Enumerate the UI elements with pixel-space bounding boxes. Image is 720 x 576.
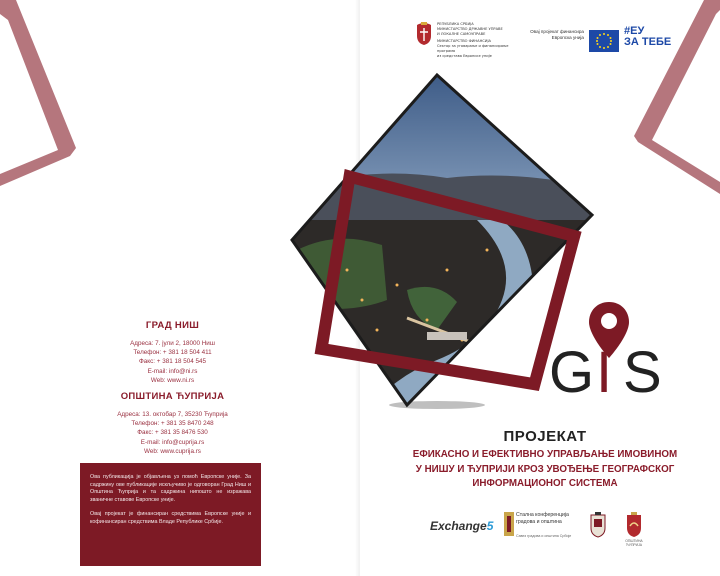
ministry-line: И ЛОКАЛНЕ САМОУПРАВЕ: [437, 31, 486, 36]
project-title: ПРОЈЕКАТ: [503, 428, 587, 445]
disclaimer-text-1: Ова публикација је објављена уз помоћ Европске уније. За садржину ове публикације искључиво је одговоран Град Ниш и Општина Ћуприја и та садржина нипошто не изражава званичне ставове Европске уније.: [90, 474, 251, 503]
skgo-subtitle: Савез градова и општина Србије: [516, 534, 572, 538]
contact-cuprija: [80, 391, 265, 456]
eu-hashtag: [624, 26, 671, 48]
contact-cuprija-web[interactable]: Web: www.cuprija.rs: [144, 447, 201, 455]
ministry-block: [437, 22, 525, 59]
subtitle-line: У НИШУ И ЋУПРИЈИ КРОЗ УВОЂЕЊЕ ГЕОГРАФСКОГ: [415, 463, 675, 475]
exchange-number: 5: [486, 519, 494, 533]
project-subtitle: [370, 448, 720, 492]
contact-nis-email[interactable]: E-mail: info@ni.rs: [147, 367, 198, 375]
contact-cuprija-phone: Телефон: + 381 35 8470 248: [131, 420, 214, 428]
ministry-line: из средстава Европске уније: [437, 53, 492, 58]
contact-nis: [80, 320, 265, 385]
exchange5-logo: [430, 519, 493, 533]
ministry-line: МИНИСТАРСТВО ДРЖАВНЕ УПРАВЕ: [437, 26, 503, 31]
serbia-coat-of-arms-icon: [415, 22, 433, 46]
skgo-text: Стална конференција градова и општина: [516, 512, 569, 525]
eu-flag-icon: [589, 30, 619, 52]
gis-letter-g: G: [549, 340, 596, 405]
exchange-text: Exchange: [430, 519, 487, 533]
eu-disclaimer-box: [80, 463, 261, 566]
contact-cuprija-title: ОПШТИНА ЋУПРИЈА: [120, 391, 225, 402]
ministry-line: Сектор за уговарање и финансирање програма: [437, 44, 509, 53]
corner-chevron-left: [0, 0, 80, 200]
cuprija-crest-icon: [626, 512, 642, 538]
contact-nis-title: ГРАД НИШ: [145, 320, 200, 331]
eu-funded-text: Овај пројекат финансира Европска унија: [530, 29, 584, 40]
eu-hashtag-line1: #ЕУ: [624, 25, 645, 37]
skgo-logo-icon: [504, 512, 514, 536]
gis-letter-i: I: [596, 340, 614, 405]
subtitle-line: ИНФОРМАЦИОНОГ СИСТЕМА: [472, 478, 618, 489]
ministry-line: РЕПУБЛИКА СРБИЈА: [437, 22, 474, 26]
gis-letter-s: S: [623, 340, 663, 405]
contact-cuprija-address: Адреса: 13. октобар 7, 35230 Ћуприја: [117, 411, 228, 418]
contact-nis-web[interactable]: Web: www.ni.rs: [150, 376, 195, 384]
contact-cuprija-email[interactable]: E-mail: info@cuprija.rs: [140, 438, 205, 446]
ministry-line: МИНИСТАРСТВО ФИНАНСИЈА: [437, 39, 492, 44]
cuprija-crest-label: ОПШТИНА ЋУПРИЈА: [625, 539, 643, 547]
contact-nis-phone: Телефон: + 381 18 504 411: [133, 349, 212, 357]
subtitle-line: ЕФИКАСНО И ЕФЕКТИВНО УПРАВЉАЊЕ ИМОВИНОМ: [412, 449, 678, 460]
contact-nis-address: Адреса: 7. јули 2, 18000 Ниш: [130, 340, 215, 347]
funding-header: [415, 18, 675, 63]
eu-hashtag-line2: ЗА ТЕБЕ: [624, 36, 672, 48]
gis-logo: [549, 300, 669, 410]
contact-nis-fax: Факс: + 381 18 504 545: [139, 358, 206, 366]
contact-cuprija-fax: Факс: + 381 35 8476 530: [137, 429, 208, 437]
disclaimer-text-2: Овај пројекат је финансиран средствима Европске уније и кофинансиран средствима Владе Републике Србије.: [90, 511, 251, 525]
partner-logos: [430, 508, 660, 548]
nis-crest-icon: [590, 512, 606, 538]
